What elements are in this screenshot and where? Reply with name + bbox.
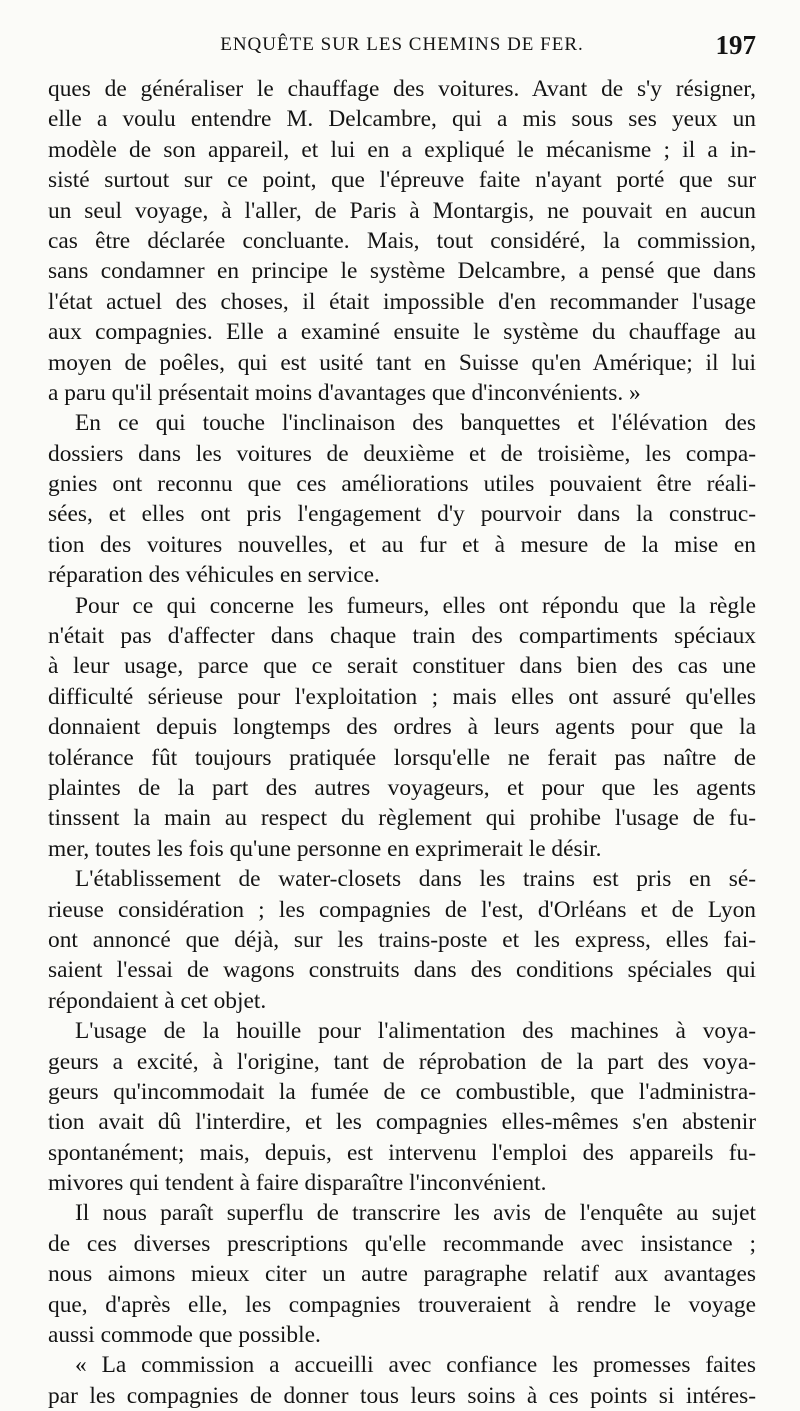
text-line: elle a voulu entendre M. Delcambre, qui a mis sous ses yeux un xyxy=(48,106,756,133)
text-line: rieuse considération ; les compagnies de l'est, d'Orléans et de Lyon xyxy=(48,896,756,923)
paragraph xyxy=(48,408,756,590)
paragraph xyxy=(48,74,756,408)
page-number: 197 xyxy=(715,30,756,60)
text-line: à leur usage, parce que ce serait constituer dans bien des cas une xyxy=(48,653,756,680)
text-line: ont annoncé que déjà, sur les trains-poste et les express, elles fai- xyxy=(48,926,756,953)
text-line: répondaient à cet objet. xyxy=(48,987,267,1014)
text-line: « La commission a accueilli avec confiance les promesses faites xyxy=(75,1352,756,1379)
text-line: sans condamner en principe le système Delcambre, a pensé que dans xyxy=(48,258,756,285)
text-line: cas être déclarée concluante. Mais, tout considéré, la commission, xyxy=(48,227,756,254)
text-line: plaintes de la part des autres voyageurs, et pour que les agents xyxy=(48,774,756,801)
text-line: L'établissement de water-closets dans les trains est pris en sé- xyxy=(75,866,756,893)
text-line: de ces diverses prescriptions qu'elle recommande avec insistance ; xyxy=(48,1230,756,1257)
text-line: modèle de son appareil, et lui en a expliqué le mécanisme ; il a in- xyxy=(48,136,756,163)
text-line: ques de généraliser le chauffage des voitures. Avant de s'y résigner, xyxy=(48,76,756,102)
text-line: a paru qu'il présentait moins d'avantages que d'inconvénients. » xyxy=(48,379,641,406)
text-line: par les compagnies de donner tous leurs soins à ces points si intéres- xyxy=(48,1382,756,1409)
text-line: gnies ont reconnu que ces améliorations utiles pouvaient être réali- xyxy=(48,471,756,498)
text-line: donnaient depuis longtemps des ordres à leurs agents pour que la xyxy=(48,714,756,741)
page-header xyxy=(48,30,756,64)
text-line: tolérance fût toujours pratiquée lorsqu'elle ne ferait pas naître de xyxy=(48,744,756,771)
text-line: nous aimons mieux citer un autre paragraphe relatif aux avantages xyxy=(48,1261,756,1288)
paragraph xyxy=(48,864,756,1016)
text-line: aussi commode que possible. xyxy=(48,1322,321,1349)
text-line: tinssent la main au respect du règlement qui prohibe l'usage de fu- xyxy=(48,805,756,832)
body-text xyxy=(48,74,756,1411)
text-line: En ce qui touche l'inclinaison des banquettes et l'élévation des xyxy=(75,410,756,437)
text-line: mer, toutes les fois qu'une personne en exprimerait le désir. xyxy=(48,835,602,862)
paragraph xyxy=(48,1350,756,1411)
text-line: Il nous paraît superflu de transcrire les avis de l'enquête au sujet xyxy=(75,1200,756,1227)
text-line: l'état actuel des choses, il était impossible d'en recommander l'usage xyxy=(48,288,756,315)
running-title: ENQUÊTE SUR LES CHEMINS DE FER. xyxy=(220,34,584,55)
text-line: dossiers dans les voitures de deuxième et de troisième, les compa- xyxy=(48,440,756,467)
text-line: moyen de poêles, qui est usité tant en Suisse qu'en Amérique; il lui xyxy=(48,349,756,376)
paragraph xyxy=(48,1016,756,1198)
paragraph xyxy=(48,591,756,865)
text-line: spontanément; mais, depuis, est intervenu l'emploi des appareils fu- xyxy=(48,1139,756,1166)
text-line: geurs qu'incommodait la fumée de ce combustible, que l'administra- xyxy=(48,1078,756,1105)
text-line: que, d'après elle, les compagnies trouveraient à rendre le voyage xyxy=(48,1291,756,1318)
text-line: difficulté sérieuse pour l'exploitation ; mais elles ont assuré qu'elles xyxy=(48,683,756,710)
text-line: L'usage de la houille pour l'alimentation des machines à voya- xyxy=(75,1018,756,1045)
text-line: tion avait dû l'interdire, et les compagnies elles-mêmes s'en abstenir xyxy=(48,1109,756,1136)
text-line: tion des voitures nouvelles, et au fur et à mesure de la mise en xyxy=(48,531,756,558)
text-line: mivores qui tendent à faire disparaître l'inconvénient. xyxy=(48,1170,547,1197)
text-line: n'était pas d'affecter dans chaque train des compartiments spéciaux xyxy=(48,623,756,650)
text-line: aux compagnies. Elle a examiné ensuite le système du chauffage au xyxy=(48,319,756,346)
text-line: sées, et elles ont pris l'engagement d'y pourvoir dans la construc- xyxy=(48,501,756,528)
text-line: Pour ce qui concerne les fumeurs, elles ont répondu que la règle xyxy=(75,592,756,619)
text-line: un seul voyage, à l'aller, de Paris à Montargis, ne pouvait en aucun xyxy=(48,197,756,224)
text-line: geurs a excité, à l'origine, tant de réprobation de la part des voya- xyxy=(48,1048,756,1075)
paragraph xyxy=(48,1198,756,1350)
text-line: réparation des véhicules en service. xyxy=(48,562,380,589)
text-line: sisté surtout sur ce point, que l'épreuve faite n'ayant porté que sur xyxy=(48,167,756,194)
text-line: saient l'essai de wagons construits dans des conditions spéciales qui xyxy=(48,957,756,984)
